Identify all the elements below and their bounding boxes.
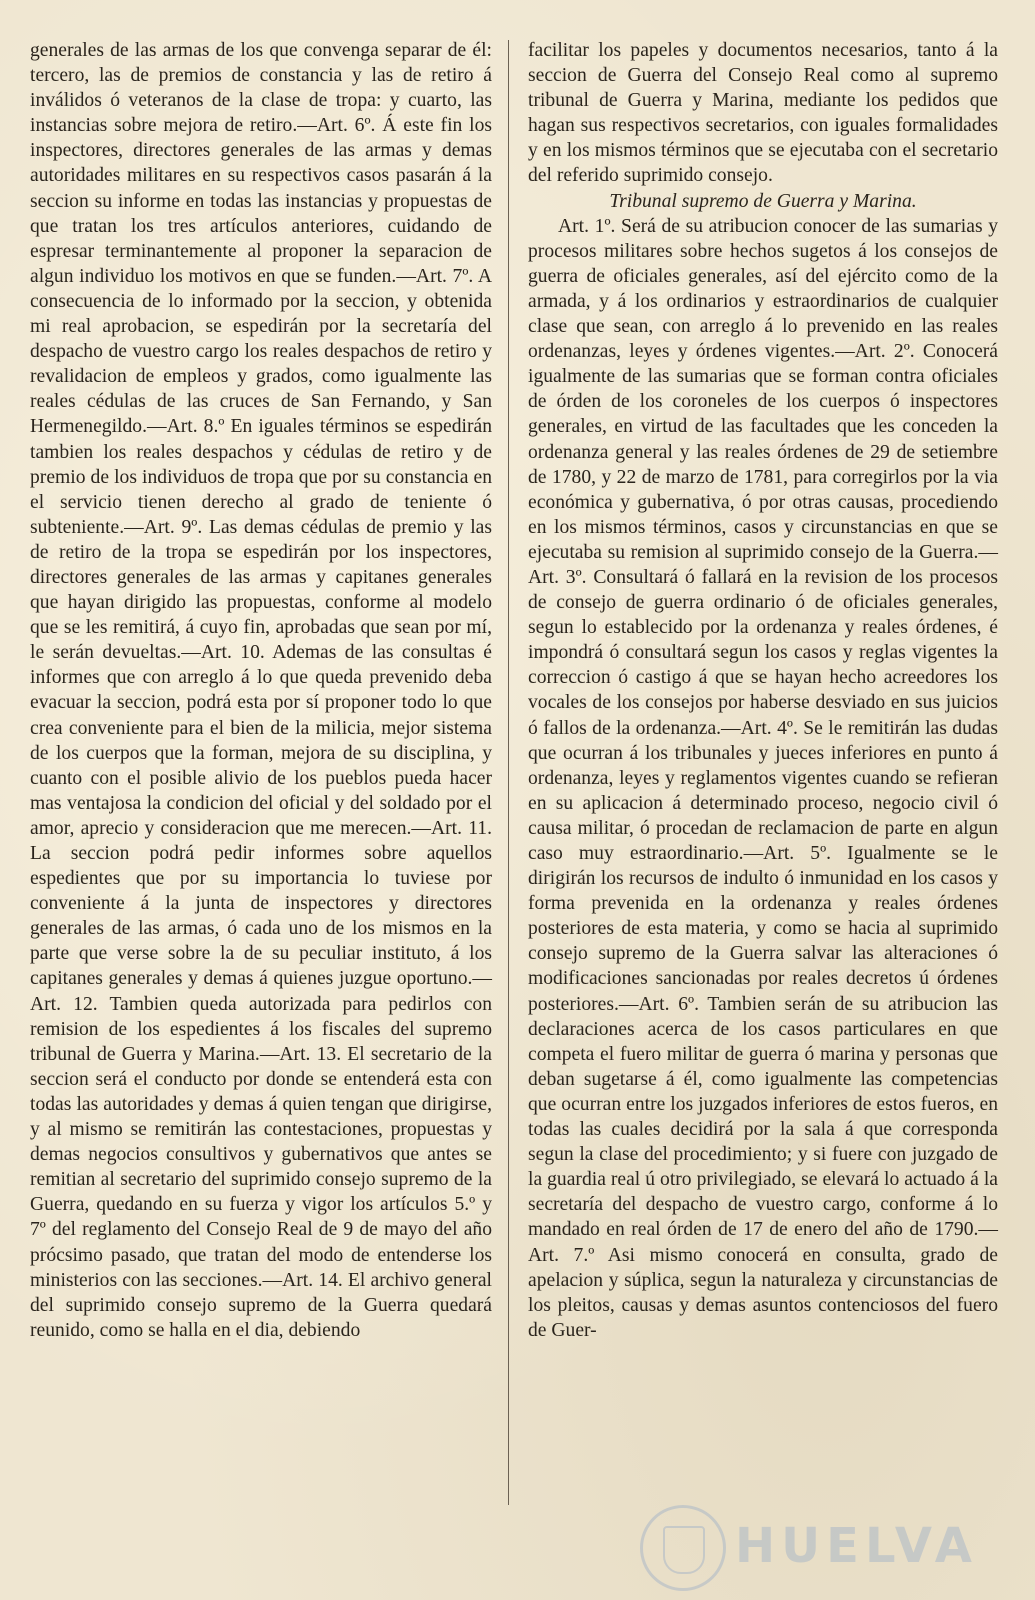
library-watermark (640, 1500, 990, 1590)
section-heading: Tribunal supremo de Guerra y Marina. (609, 190, 917, 212)
seal-icon (640, 1505, 726, 1591)
column-divider (508, 40, 509, 1505)
right-column-intro: facilitar los papeles y documentos necesarios, tanto á la seccion de Guerra del Consejo Real como al supremo tribunal de Guerra y Marina, mediante los pedidos que hagan sus respectivos secretarios, con iguales formalidades y en los mismos términos que se ejecutaba con el secretario del referido suprimido consejo. (528, 40, 998, 187)
left-column (30, 38, 492, 1343)
watermark-text: HUELVA (735, 1518, 978, 1574)
right-column-body: Art. 1º. Será de su atribucion conocer de las sumarias y procesos militares sobre hechos sugetos á los consejos de guerra de oficiales generales, así del ejército como de la armada, y á los ordinarios y estraordinarios de cualquier clase que sean, con arreglo á lo prevenido en las reales ordenanzas, leyes y órdenes vigentes.—Art. 2º. Conocerá igualmente de las sumarias que se forman contra oficiales de órden de los coroneles de los cuerpos ó inspectores generales, en virtud de las facultades que les conceden la ordenanza general y las reales órdenes de 29 de setiembre de 1780, y 22 de marzo de 1781, para corregirlos por la via económica y gubernativa, ó por otras causas, procediendo en los mismos términos, casos y circunstancias en que se ejecutaba su remision al suprimido consejo de la Guerra.—Art. 3º. Consultará ó fallará en la revision de los procesos de consejo de guerra ordinario ó de oficiales generales, segun lo establecido por la ordenanza y reales órdenes, é impondrá ó consultará segun los casos y reglas vigentes la correccion ó castigo á que se hayan hecho acreedores los vocales de los consejos por haberse desviado en sus juicios ó fallos de la ordenanza.—Art. 4º. Se le remitirán las dudas que ocurran á los tribunales y jueces inferiores en punto á ordenanza, leyes y reglamentos vigentes cuando se refieran en su aplicacion á determinado proceso, negocio civil ó causa militar, ó procedan de reclamacion de parte en algun caso muy estraordinario.—Art. 5º. Igualmente se le dirigirán los recursos de indulto ó inmunidad en los casos y forma prevenida en la ordenanza y reales órdenes posteriores de esta materia, y como se hacia al suprimido consejo supremo de la Guerra salvar las alteraciones ó modificaciones sancionadas por reales decretos ú órdenes posteriores.—Art. 6º. Tambien serán de su atribucion las declaraciones acerca de los casos particulares en que competa el fuero militar de guerra ó marina y personas que deban sugetarse á él, como igualmente las competencias que ocurran entre los juzgados inferiores de estos fueros, en todas las cuales decidirá por la sala á que corresponda segun la clase del procedimiento; y si fuere con juzgado de la guardia real ú otro privilegiado, se elevará lo actuado á la secretaría del despacho de vuestro cargo, conforme á lo mandado en real órden de 17 de enero del año de 1790.—Art. 7.º Asi mismo conocerá en consulta, grado de apelacion y súplica, segun la naturaleza y circunstancias de los pleitos, causas y demas asuntos contenciosos del fuero de Guer- (528, 215, 998, 1341)
right-column (528, 38, 998, 1343)
left-column-text: generales de las armas de los que convenga separar de él: tercero, las de premios de constancia y las de retiro á inválidos ó veteranos de la clase de tropa: y cuarto, las instancias sobre mejora de retiro.—Art. 6º. Á este fin los inspectores, directores generales de las armas y demas autoridades militares en su respectivos casos pasarán á la seccion su informe en todas las instancias y propuestas de que tratan los tres artículos anteriores, cuidando de espresar terminantemente al proponer la separacion de algun individuo los motivos en que se funden.—Art. 7º. A consecuencia de lo informado por la seccion, y obtenida mi real aprobacion, se espedirán por la secretaría del despacho de vuestro cargo los reales despachos de retiro y revalidacion de empleos y grados, como igualmente las reales cédulas de las cruces de San Fernando, y San Hermenegildo.—Art. 8.º En iguales términos se espedirán tambien los reales despachos y cédulas de retiro y de premio de los individuos de tropa que por su constancia en el servicio tienen derecho al grado de teniente ó subteniente.—Art. 9º. Las demas cédulas de premio y las de retiro de la tropa se espedirán por los inspectores, directores generales de las armas y capitanes generales que hayan dirigido las propuestas, conforme al modelo que se les remitirá, á cuyo fin, aprobadas que sean por mí, le serán devueltas.—Art. 10. Ademas de las consultas é informes que con arreglo á lo que queda prevenido deba evacuar la seccion, podrá esta por sí proponer todo lo que crea conveniente para el bien de la milicia, mejor sistema de los cuerpos que la forman, mejora de su disciplina, y cuanto con el posible alivio de los pueblos pueda hacer mas ventajosa la condicion del oficial y del soldado por el amor, aprecio y consideracion que me merecen.—Art. 11. La seccion podrá pedir informes sobre aquellos espedientes que por su importancia lo tuviese por conveniente á la junta de inspectores y directores generales de las armas, ó cada uno de los mismos en la parte que verse sobre la de su peculiar instituto, á los capitanes generales y demas á quienes juzgue oportuno.—Art. 12. Tambien queda autorizada para pedirlos con remision de los espedientes á los fiscales del supremo tribunal de Guerra y Marina.—Art. 13. El secretario de la seccion será el conducto por donde se entenderá esta con todas las autoridades y demas á quien tengan que dirigirse, y al mismo se remitirán las contestaciones, propuestas y demas negocios consultivos y gubernativos que antes se remitian al secretario del suprimido consejo supremo de la Guerra, quedando en su fuerza y vigor los artículos 5.º y 7º del reglamento del Consejo Real de 9 de mayo del año prócsimo pasado, que tratan del modo de entenderse los ministerios con las secciones.—Art. 14. El archivo general del suprimido consejo supremo de la Guerra quedará reunido, como se halla en el dia, debiendo (30, 40, 492, 1341)
